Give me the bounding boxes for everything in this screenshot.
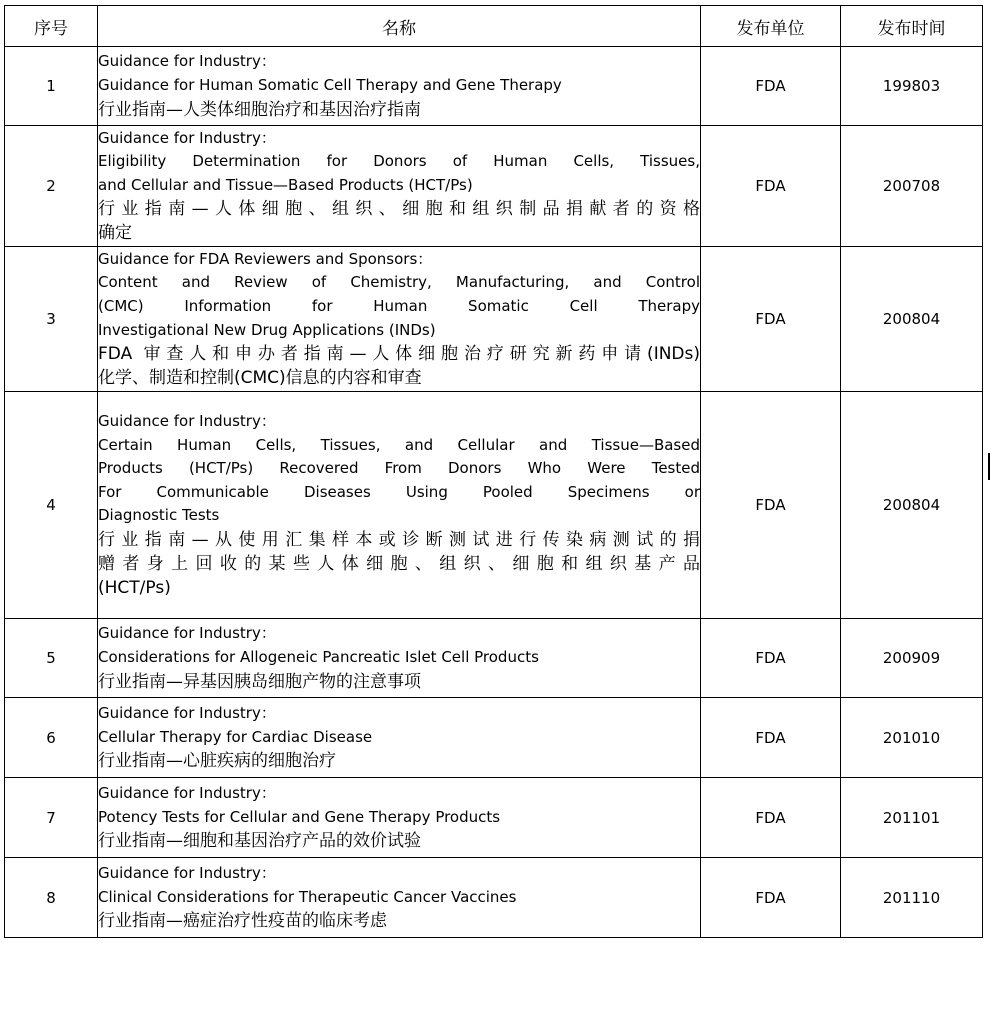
publish-date: 200804 bbox=[841, 247, 983, 392]
publisher: FDA bbox=[701, 47, 841, 126]
guidance-title bbox=[98, 698, 701, 778]
title-line-zh: 赠者身上回收的某些人体细胞、组织、细胞和组织基产品 bbox=[98, 553, 700, 574]
publish-date: 200708 bbox=[841, 126, 983, 247]
row-number: 3 bbox=[5, 247, 98, 392]
title-line-en: Content and Review of Chemistry, Manufacturing, and Control bbox=[98, 273, 700, 292]
title-line-zh: 行业指南—癌症治疗性疫苗的临床考虑 bbox=[98, 911, 387, 932]
title-line-zh: FDA 审查人和申办者指南—人体细胞治疗研究新药申请(INDs) bbox=[98, 344, 700, 365]
header-no: 序号 bbox=[5, 6, 98, 47]
publish-date: 201110 bbox=[841, 858, 983, 938]
table-row bbox=[5, 698, 983, 778]
row-number: 4 bbox=[5, 392, 98, 619]
title-line-en: Guidance for Industry： bbox=[98, 703, 276, 722]
title-line-en: Clinical Considerations for Therapeutic Cancer Vaccines bbox=[98, 887, 517, 906]
table-body bbox=[5, 47, 983, 938]
publisher: FDA bbox=[701, 698, 841, 778]
row-number: 2 bbox=[5, 126, 98, 247]
table-row bbox=[5, 619, 983, 698]
table-row bbox=[5, 858, 983, 938]
guidance-title bbox=[98, 778, 701, 858]
title-line-en: Guidance for Industry： bbox=[98, 624, 276, 643]
title-line-en: Investigational New Drug Applications (INDs) bbox=[98, 320, 436, 339]
title-line-en: Cellular Therapy for Cardiac Disease bbox=[98, 727, 373, 746]
table-row bbox=[5, 247, 983, 392]
publisher: FDA bbox=[701, 619, 841, 698]
publish-date: 201010 bbox=[841, 698, 983, 778]
publish-date: 201101 bbox=[841, 778, 983, 858]
header-publisher: 发布单位 bbox=[701, 6, 841, 47]
header-name: 名称 bbox=[98, 6, 701, 47]
guidance-title bbox=[98, 392, 701, 619]
header-date: 发布时间 bbox=[841, 6, 983, 47]
guidance-title bbox=[98, 619, 701, 698]
guidance-title bbox=[98, 47, 701, 126]
publisher: FDA bbox=[701, 126, 841, 247]
publisher: FDA bbox=[701, 392, 841, 619]
title-line-en: Guidance for Industry： bbox=[98, 412, 276, 431]
title-line-zh: 行业指南—人类体细胞治疗和基因治疗指南 bbox=[98, 99, 421, 120]
title-line-zh: 行业指南—异基因胰岛细胞产物的注意事项 bbox=[98, 671, 421, 692]
title-line-en: Guidance for FDA Reviewers and Sponsors： bbox=[98, 249, 433, 268]
table-header-row bbox=[5, 6, 983, 47]
title-line-en: Certain Human Cells, Tissues, and Cellular and Tissue—Based bbox=[98, 435, 700, 454]
row-number: 7 bbox=[5, 778, 98, 858]
row-number: 8 bbox=[5, 858, 98, 938]
publish-date: 200909 bbox=[841, 619, 983, 698]
publisher: FDA bbox=[701, 778, 841, 858]
guidance-title bbox=[98, 126, 701, 247]
title-line-en: and Cellular and Tissue—Based Products (HCT/Ps) bbox=[98, 175, 473, 194]
title-line-zh: 确定 bbox=[98, 223, 132, 244]
title-line-en: For Communicable Diseases Using Pooled Specimens or bbox=[98, 482, 700, 501]
table-row bbox=[5, 392, 983, 619]
publisher: FDA bbox=[701, 247, 841, 392]
title-line-en: Guidance for Industry： bbox=[98, 863, 276, 882]
publisher: FDA bbox=[701, 858, 841, 938]
title-line-en: Diagnostic Tests bbox=[98, 506, 220, 525]
title-line-zh: 行业指南—心脏疾病的细胞治疗 bbox=[98, 751, 336, 772]
title-line-en: Guidance for Industry： bbox=[98, 128, 276, 147]
title-line-en: (CMC) Information for Human Somatic Cell Therapy bbox=[98, 297, 700, 315]
title-line-zh: 行业指南—人体细胞、组织、细胞和组织制品捐献者的资格 bbox=[98, 199, 700, 220]
row-number: 6 bbox=[5, 698, 98, 778]
text-cursor bbox=[988, 453, 990, 480]
title-line-en: Guidance for Industry： bbox=[98, 783, 276, 802]
title-line-en: Guidance for Industry： bbox=[98, 52, 276, 71]
guidance-title bbox=[98, 858, 701, 938]
table-row bbox=[5, 47, 983, 126]
publish-date: 200804 bbox=[841, 392, 983, 619]
title-line-zh: 行业指南—从使用汇集样本或诊断测试进行传染病测试的捐 bbox=[98, 529, 700, 550]
guidance-title bbox=[98, 247, 701, 392]
publish-date: 199803 bbox=[841, 47, 983, 126]
title-line-en: Products (HCT/Ps) Recovered From Donors Who Were Tested bbox=[98, 459, 700, 478]
title-line-en: Guidance for Human Somatic Cell Therapy and Gene Therapy bbox=[98, 76, 562, 94]
table-row bbox=[5, 126, 983, 247]
table-row bbox=[5, 778, 983, 858]
title-line-en: Potency Tests for Cellular and Gene Therapy Products bbox=[98, 807, 501, 826]
title-line-zh: (HCT/Ps) bbox=[98, 577, 171, 598]
title-line-zh: 化学、制造和控制(CMC)信息的内容和审查 bbox=[98, 368, 422, 389]
row-number: 1 bbox=[5, 47, 98, 126]
row-number: 5 bbox=[5, 619, 98, 698]
title-line-en: Eligibility Determination for Donors of Human Cells, Tissues, bbox=[98, 152, 700, 171]
guidance-table bbox=[4, 5, 983, 938]
title-line-en: Considerations for Allogeneic Pancreatic Islet Cell Products bbox=[98, 648, 539, 666]
title-line-zh: 行业指南—细胞和基因治疗产品的效价试验 bbox=[98, 831, 421, 852]
